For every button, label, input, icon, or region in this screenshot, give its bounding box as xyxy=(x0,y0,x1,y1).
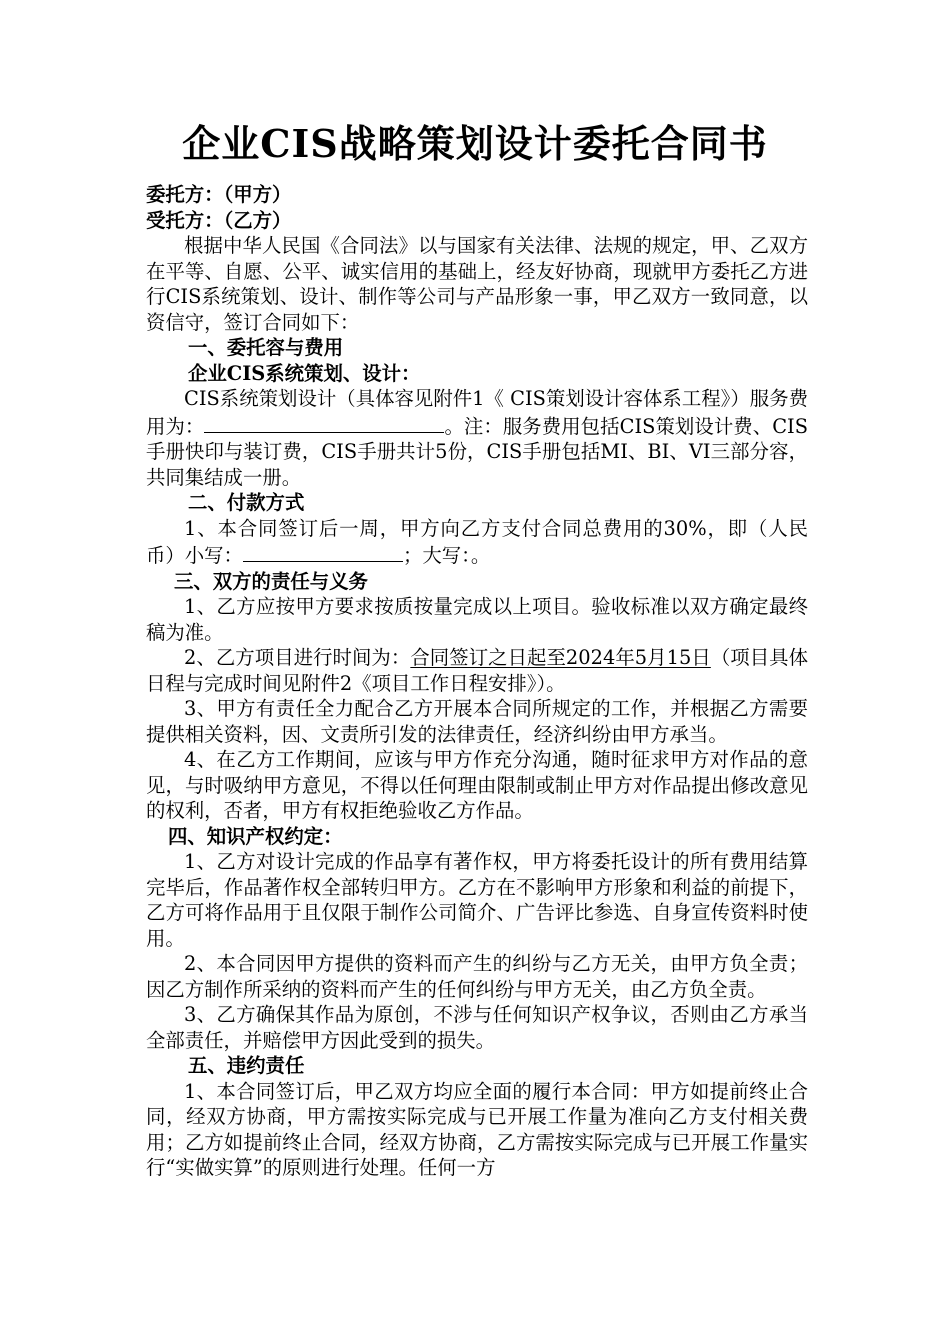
fee-text-after: 。注：服务费用包括CIS策划设计费、CIS手册快印与装订费，CIS手册共计5份，CIS手册包括MI、BI、VI三部分容，共同集结成一册。 xyxy=(146,414,809,489)
schedule-text-before: 2、乙方项目进行时间为： xyxy=(184,646,411,669)
payment-text-after: ；大写：。 xyxy=(402,544,491,567)
section-4-paragraph-1: 1、乙方对设计完成的作品享有著作权，甲方将委托设计的所有费用结算完毕后，作品著作权全部转归甲方。乙方在不影响甲方形象和利益的前提下，乙方可将作品用于且仅限于制作公司简介、广告评比参选、自身宣传资料时使用。 xyxy=(146,850,808,950)
party-b-line: 受托方：（乙方） xyxy=(146,208,292,232)
section-4-paragraph-3: 3、乙方确保其作品为原创，不涉与任何知识产权争议，否则由乙方承当全部责任，并赔偿甲方因此受到的损失。 xyxy=(146,1003,808,1052)
fee-text-before: CIS系统策划设计（具体容见附件1《 CIS策划设计容体系工程》）服务费用为： xyxy=(146,387,808,438)
section-3-paragraph-4: 4、在乙方工作期间，应该与甲方作充分沟通，随时征求甲方对作品的意见，与时吸纳甲方意见，不得以任何理由限制或制止甲方对作品提出修改意见的权利，否者，甲方有权拒绝验收乙方作品。 xyxy=(146,748,808,822)
section-1-subheading: 企业CIS系统策划、设计： xyxy=(188,361,421,385)
section-4-heading: 四、知识产权约定： xyxy=(168,824,343,848)
schedule-period: 合同签订之日起至2024年5月15日 xyxy=(410,646,711,669)
section-3-paragraph-2 xyxy=(146,645,808,696)
section-3-paragraph-1: 1、乙方应按甲方要求按质按量完成以上项目。验收标准以双方确定最终稿为准。 xyxy=(146,595,808,644)
fee-amount-blank xyxy=(204,412,444,433)
contract-body xyxy=(146,182,808,1181)
schedule-text-after: （项目具体日程与完成时间见附件2《项目工作日程安排》）。 xyxy=(146,646,809,695)
section-1-paragraph xyxy=(146,386,808,490)
section-3-paragraph-3: 3、甲方有责任全力配合乙方开展本合同所规定的工作，并根据乙方需要提供相关资料，因、文责所引发的法律责任，经济纠纷由甲方承当。 xyxy=(146,697,808,746)
section-2-paragraph xyxy=(146,516,808,569)
section-4-paragraph-2: 2、本合同因甲方提供的资料而产生的纠纷与乙方无关，由甲方负全责；因乙方制作所采纳的资料而产生的任何纠纷与甲方无关，由乙方负全责。 xyxy=(146,952,808,1001)
intro-paragraph: 根据中华人民国《合同法》以与国家有关法律、法规的规定，甲、乙双方在平等、自愿、公平、诚实信用的基础上，经友好协商，现就甲方委托乙方进行CIS系统策划、设计、制作等公司与产品形象一事，甲乙双方一致同意，以资信守，签订合同如下： xyxy=(146,234,808,334)
payment-text-before: 1、本合同签订后一周，甲方向乙方支付合同总费用的30%，即（人民币）小写： xyxy=(146,516,808,567)
page-title: 企业CIS战略策划设计委托合同书 xyxy=(182,121,768,166)
section-3-heading: 三、双方的责任与义务 xyxy=(174,569,368,593)
section-1-heading: 一、委托容与费用 xyxy=(188,336,344,359)
section-5-heading: 五、违约责任 xyxy=(188,1054,305,1077)
payment-amount-blank xyxy=(243,541,403,562)
section-2-heading: 二、付款方式 xyxy=(188,491,305,514)
section-5-paragraph-1: 1、本合同签订后，甲乙双方均应全面的履行本合同：甲方如提前终止合同，经双方协商，甲方需按实际完成与已开展工作量为准向乙方支付相关费用；乙方如提前终止合同，经双方协商，乙方需按实际完成与已开展工作量实行“实做实算”的原则进行处理。任何一方 xyxy=(146,1079,808,1179)
party-a-line: 委托方：（甲方） xyxy=(146,183,292,206)
